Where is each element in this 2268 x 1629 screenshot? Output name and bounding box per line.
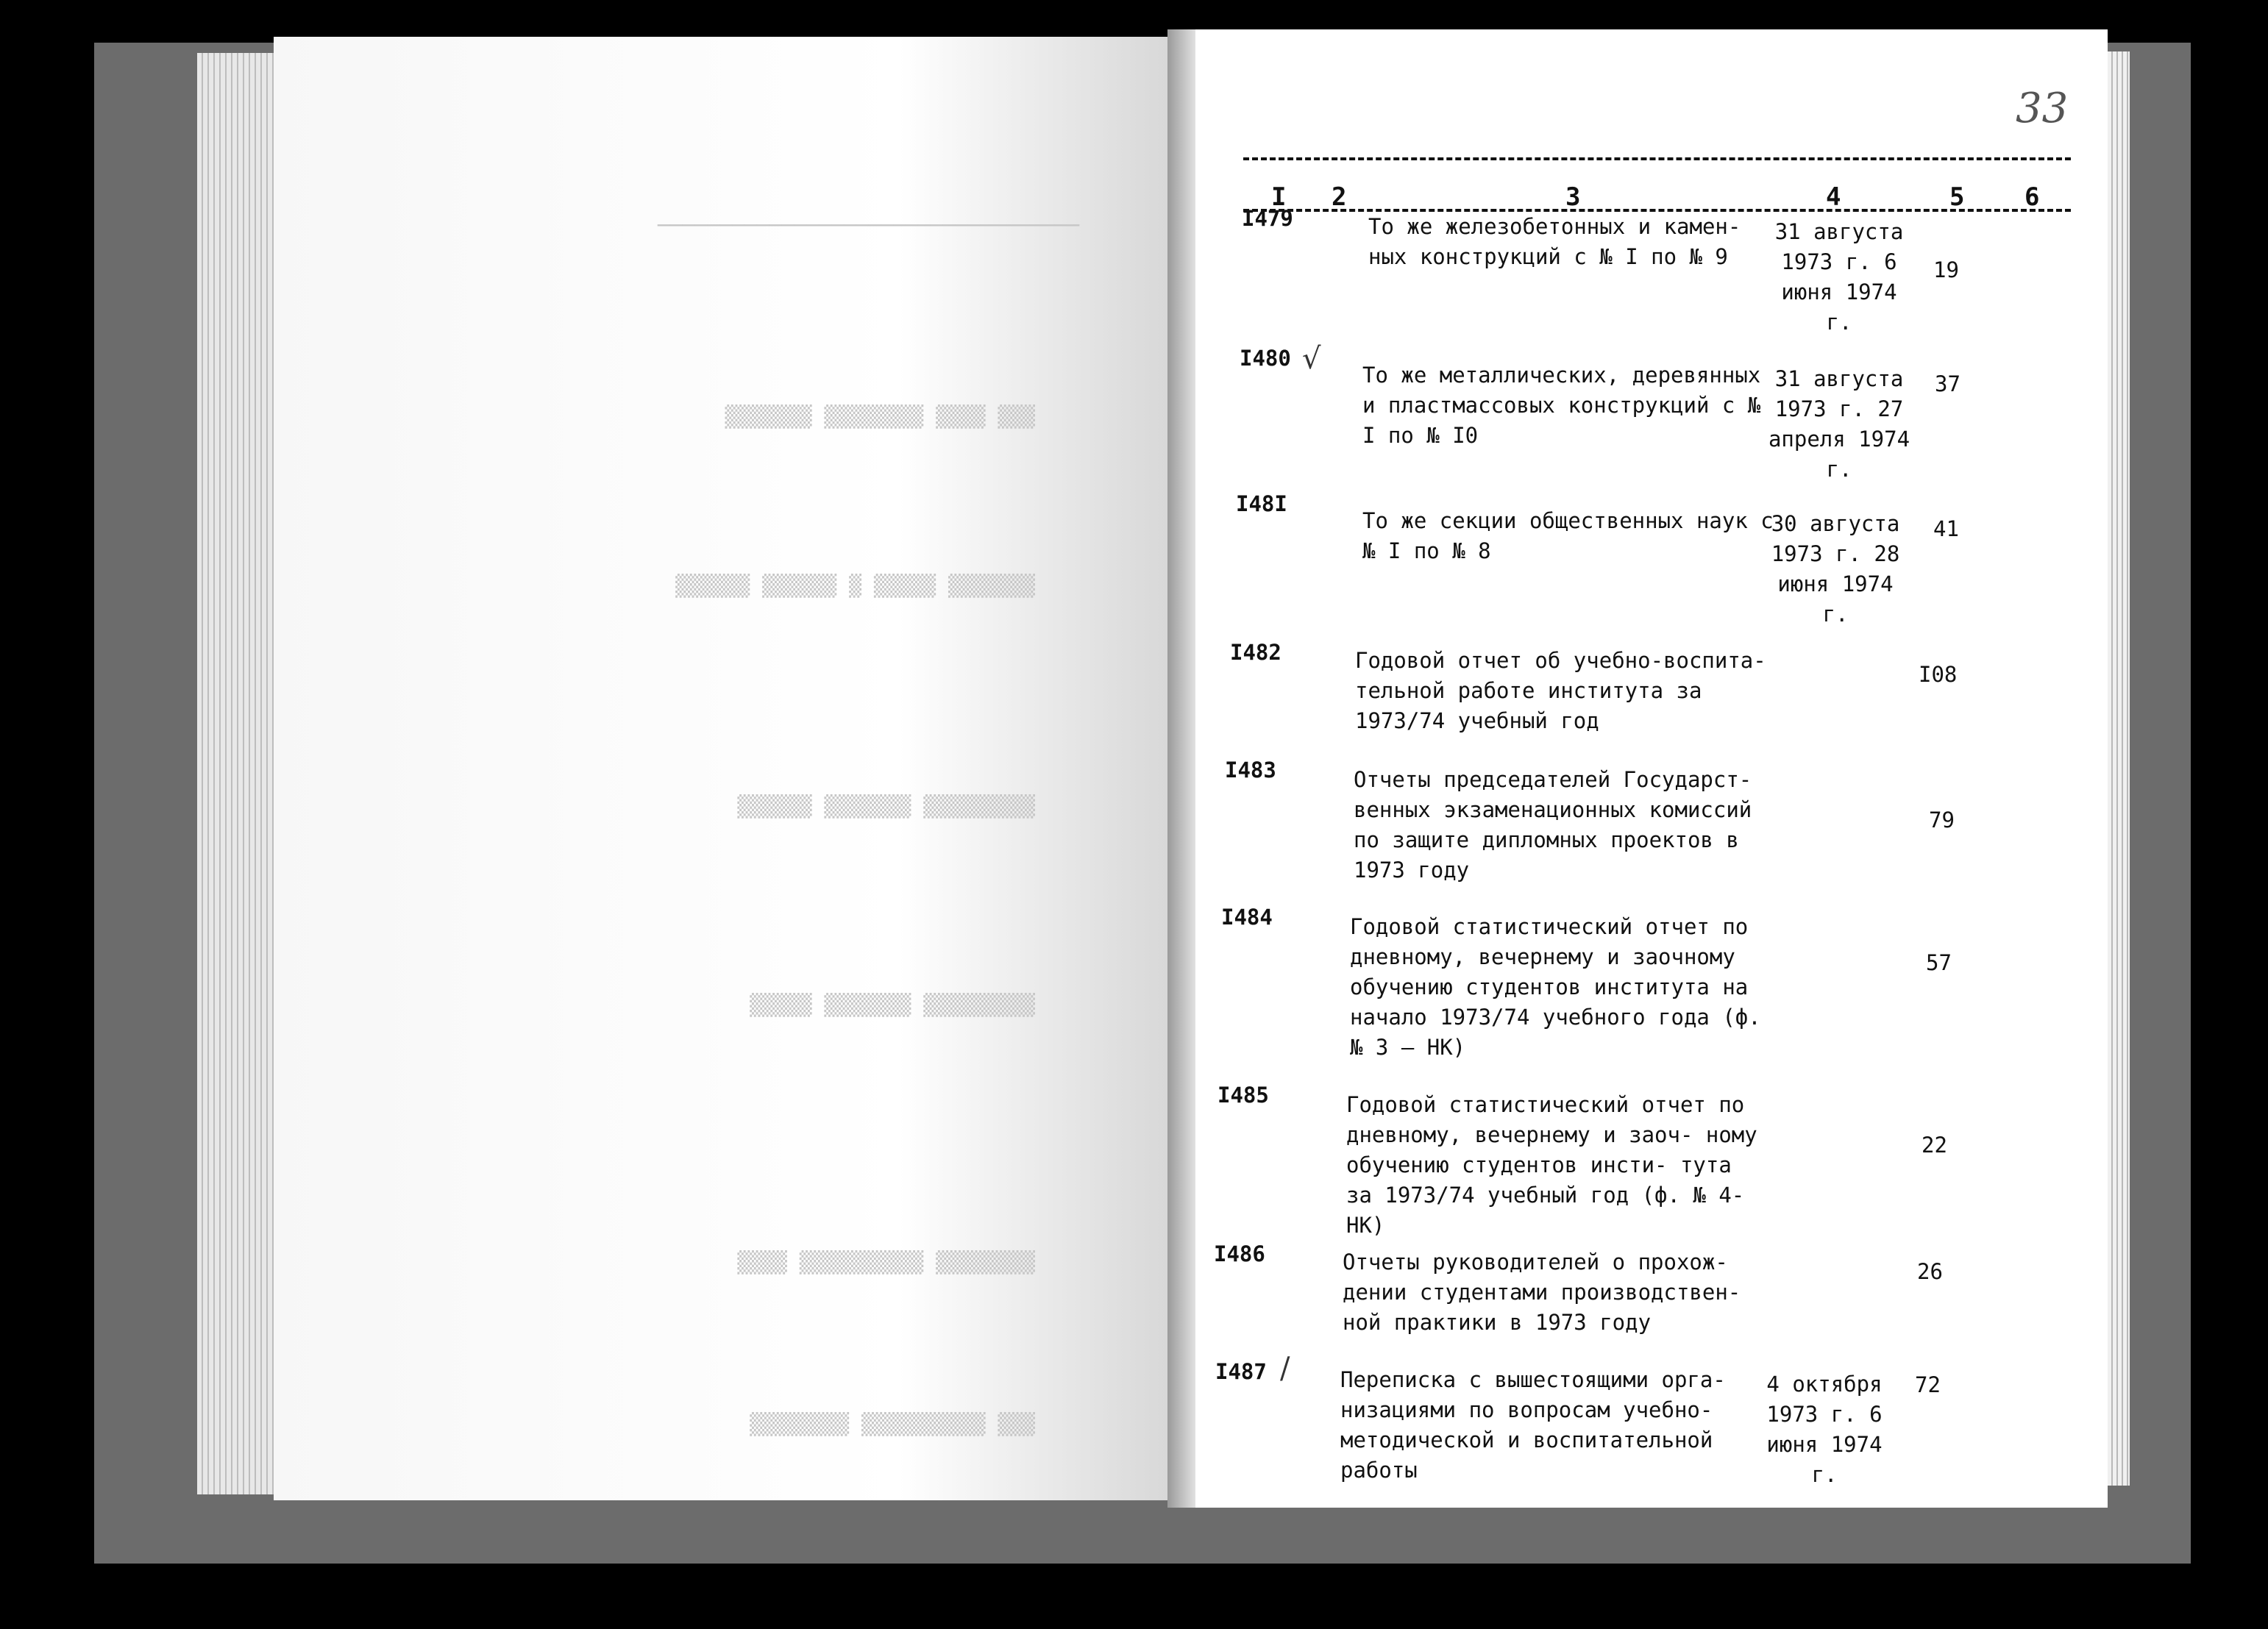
left-page-edges [197,53,285,1494]
entry-sheet-count: 26 [1917,1259,1943,1284]
entry-title: Отчеты председателей Государст- венных экзаменационных комиссий по защите дипломных проектов в 1973 году [1354,767,1752,883]
column-header-3: 3 [1565,182,1581,212]
check-mark-icon: / [1280,1352,1290,1386]
entry-sheet-count: I08 [1919,662,1958,687]
column-header-6: 6 [2025,182,2040,212]
entry-sheet-count: 19 [1933,257,1959,282]
entry-date: 31 августа 1973 г. 27 апреля 1974 г. [1768,366,1910,482]
entry-number: I48I [1236,491,1287,516]
entry-number: I480 [1240,346,1291,371]
entry-title: Годовой статистический отчет по дневному, вечернему и заочному обучению студентов института на начало 1973/74 учебного года (ф.№ 3 – НК) [1350,914,1761,1060]
entry-sheet-count: 22 [1922,1133,1947,1158]
entry-title: Переписка с вышестоящими орга- низациями по вопросам учебно- методической и воспитательной работы [1340,1367,1726,1483]
entry-sheet-count: 72 [1915,1372,1941,1397]
entry-number: I487 [1215,1359,1267,1384]
entry-date: 31 августа 1973 г. 6 июня 1974 г. [1774,219,1904,335]
column-header-2: 2 [1332,182,1347,212]
entry-title: Годовой отчет об учебно-воспита- тельной работе института за 1973/74 учебный год [1355,648,1766,733]
entry-sheet-count: 79 [1929,808,1955,833]
bleed-through-text: ────────────────────────────────── ▒▒▒ ▒▒▒▒ ▒▒▒▒▒▒▒▒ ▒▒▒▒▒▒▒ ▒▒▒▒▒▒▒ ▒▒▒▒▒ ▒ ▒▒▒▒▒▒ ▒▒▒▒▒▒ ▒▒▒▒▒▒▒▒▒ ▒▒▒▒▒▒▒ ▒▒▒▒▒▒ ▒▒▒▒▒▒▒▒▒ ▒▒▒▒▒▒▒ ▒▒▒▒▒ ▒▒▒▒▒▒▒▒ ▒▒▒▒▒▒▒▒▒▒ ▒▒▒▒ ▒▒▒ ▒▒▒▒▒▒▒▒▒▒ ▒▒▒▒▒▒▒▒ [657,213,1079,1436]
entry-title: Отчеты руководителей о прохож- дении студентами производствен- ной практики в 1973 году [1343,1250,1741,1335]
left-page [274,37,1167,1500]
entry-sheet-count: 41 [1933,516,1959,541]
entry-number: I479 [1242,206,1293,231]
entry-number: I486 [1214,1241,1265,1266]
entry-sheet-count: 57 [1926,950,1952,975]
header-rule-top [1243,157,2071,160]
entry-sheet-count: 37 [1935,371,1960,396]
column-header-4: 4 [1826,182,1841,212]
entry-date: 30 августа 1973 г. 28 июня 1974 г. [1771,511,1900,627]
entry-title: Годовой статистический отчет по дневному, вечернему и заоч- ному обучению студентов инсти- тута за 1973/74 учебный год (ф. № 4-НК) [1346,1092,1757,1238]
check-mark-icon: √ [1302,342,1321,376]
entry-title: То же секции общественных наук с № I по № 8 [1362,508,1774,563]
right-page-edges [2108,51,2130,1486]
entry-number: I483 [1225,758,1276,783]
entry-number: I482 [1230,640,1281,665]
entry-title: То же металлических, деревянных и пластмассовых конструкций с № I по № I0 [1362,363,1761,448]
folio-number: 33 [2016,85,2069,132]
entry-title: То же железобетонных и камен- ных конструкций с № I по № 9 [1368,214,1741,269]
entry-number: I484 [1221,905,1273,930]
entry-date: 4 октября 1973 г. 6 июня 1974 г. [1766,1372,1883,1487]
book-gutter [1167,29,1197,1508]
entry-number: I485 [1217,1083,1269,1108]
column-header-5: 5 [1949,182,1965,212]
column-header-1: I [1271,182,1287,212]
